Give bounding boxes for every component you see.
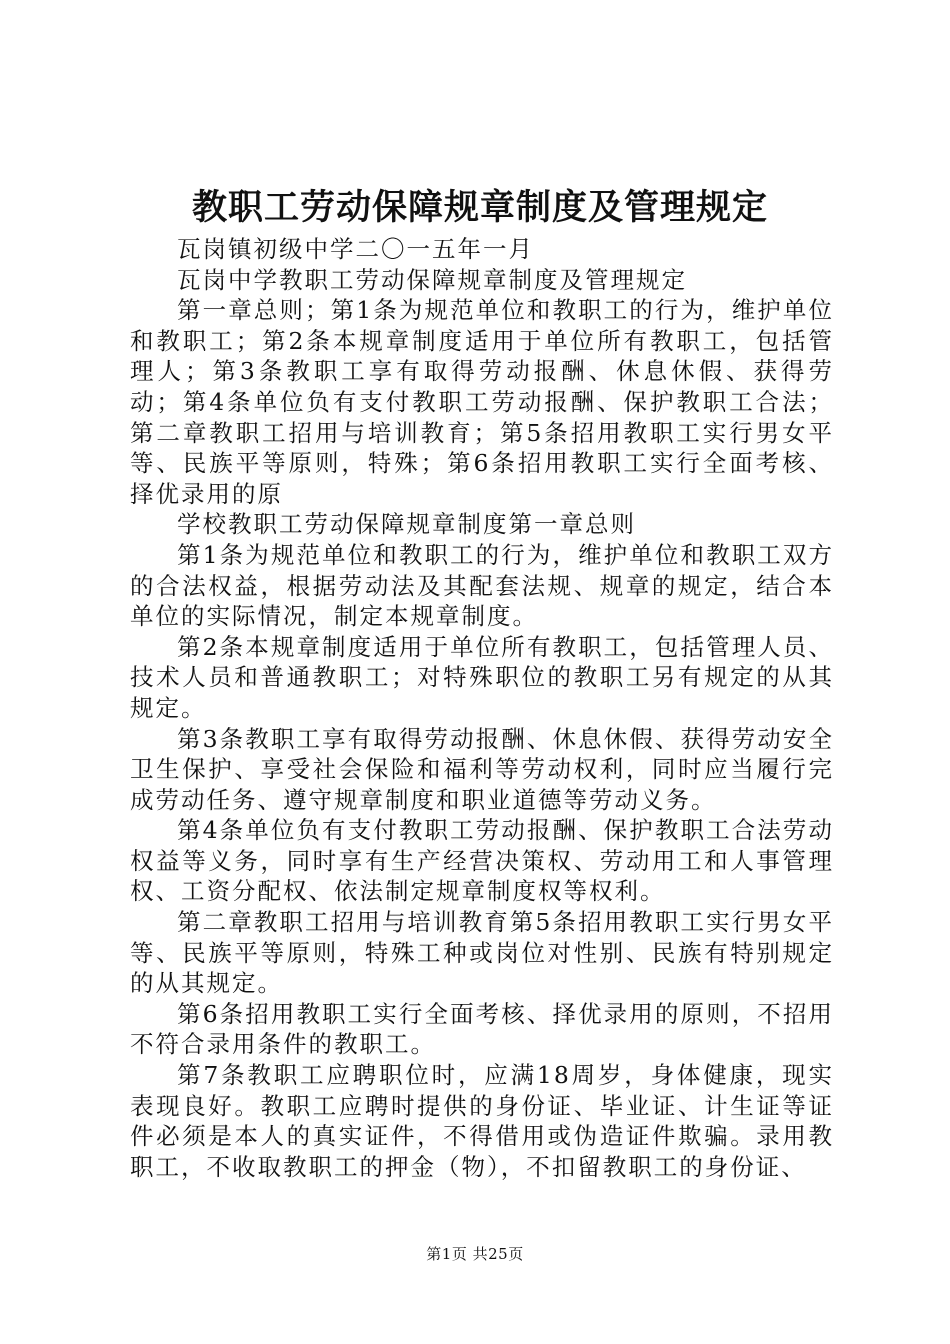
paragraph-article-3: 第3条教职工享有取得劳动报酬、休息休假、获得劳动安全卫生保护、享受社会保险和福利等劳动权利，同时应当履行完成劳动任务、遵守规章制度和职业道德等劳动义务。 bbox=[130, 724, 834, 814]
paragraph-article-1: 第1条为规范单位和教职工的行为，维护单位和教职工双方的合法权益，根据劳动法及其配套法规、规章的规定，结合本单位的实际情况，制定本规章制度。 bbox=[130, 540, 834, 631]
paragraph-article-6: 第6条招用教职工实行全面考核、择优录用的原则，不招用不符合录用条件的教职工。 bbox=[130, 999, 834, 1059]
paragraph-article-7: 第7条教职工应聘职位时，应满18周岁，身体健康，现实表现良好。教职工应聘时提供的身份证、毕业证、计生证等证件必须是本人的真实证件，不得借用或伪造证件欺骗。录用教职工，不收取教职工的押金（物），不扣留教职工的身份证、 bbox=[130, 1061, 834, 1181]
page-number-footer: 第1页 共25页 bbox=[426, 1245, 524, 1263]
paragraph-article-4: 第4条单位负有支付教职工劳动报酬、保护教职工合法劳动权益等义务，同时享有生产经营决策权、劳动用工和人事管理权、工资分配权、依法制定规章制度权等权利。 bbox=[130, 816, 834, 906]
paragraph-article-2: 第2条本规章制度适用于单位所有教职工，包括管理人员、技术人员和普通教职工；对特殊职位的教职工另有规定的从其规定。 bbox=[130, 632, 834, 722]
paragraph-subtitle: 瓦岗中学教职工劳动保障规章制度及管理规定 bbox=[177, 265, 687, 294]
document-body bbox=[130, 234, 834, 1182]
paragraph-summary: 第一章总则；第1条为规范单位和教职工的行为，维护单位和教职工；第2条本规章制度适用于单位所有教职工，包括管理人；第3条教职工享有取得劳动报酬、休息休假、获得劳动；第4条单位负有支付教职工劳动报酬、保护教职工合法；第二章教职工招用与培训教育；第5条招用教职工实行男女平等、民族平等原则，特殊；第6条招用教职工实行全面考核、择优录用的原 bbox=[130, 296, 834, 508]
paragraph-date-line: 瓦岗镇初级中学二〇一五年一月 bbox=[177, 235, 534, 263]
paragraph-article-5: 第二章教职工招用与培训教育第5条招用教职工实行男女平等、民族平等原则，特殊工种或岗位对性别、民族有特别规定的从其规定。 bbox=[130, 908, 834, 998]
document-title: 教职工劳动保障规章制度及管理规定 bbox=[191, 187, 768, 228]
paragraph-chapter-heading: 学校教职工劳动保障规章制度第一章总则 bbox=[177, 510, 636, 539]
